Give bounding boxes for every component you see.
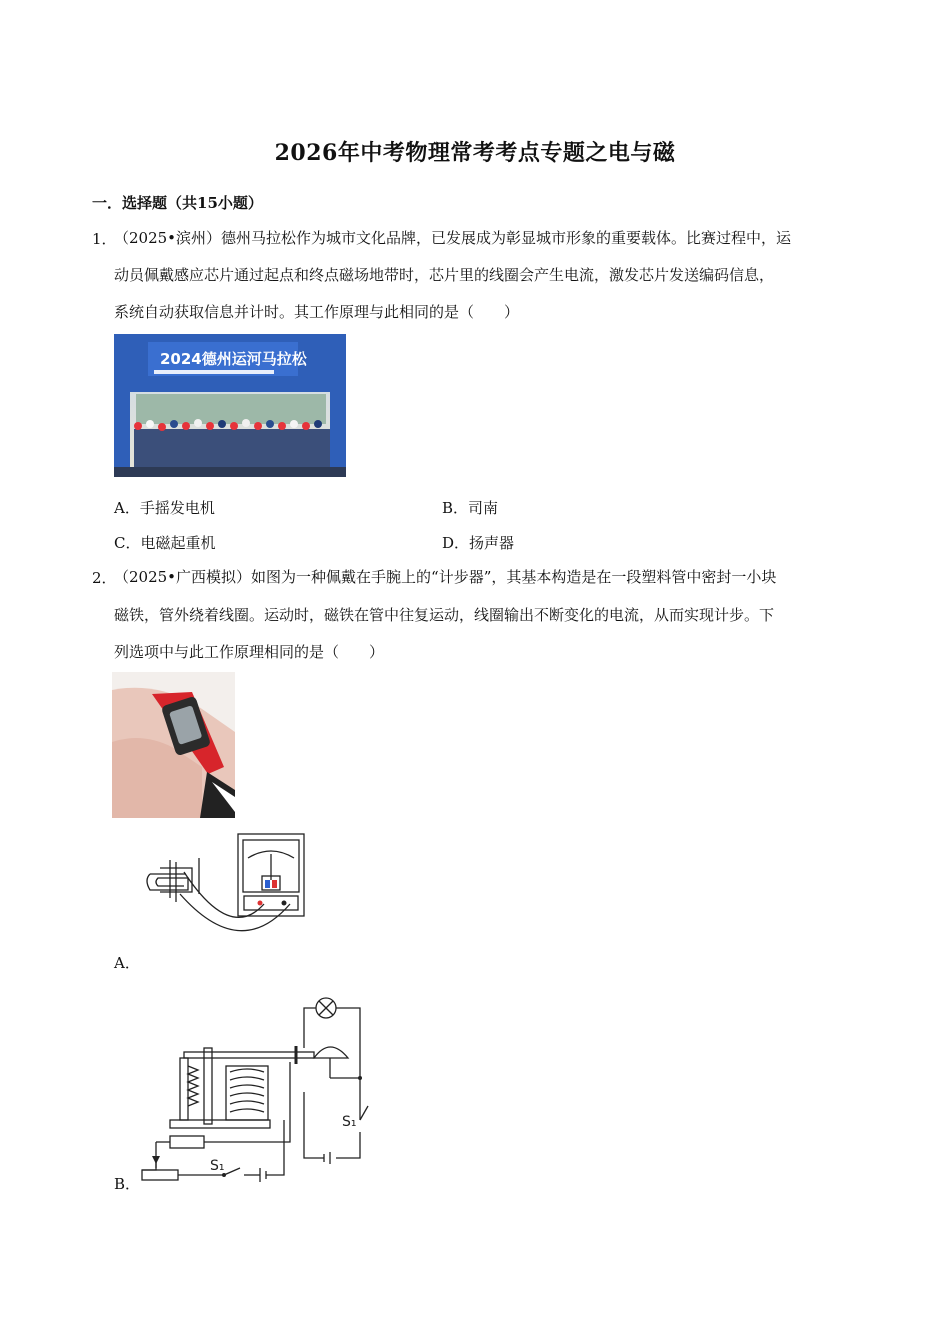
question-2-option-b[interactable]: B． xyxy=(114,1175,141,1193)
diagram-b-switch-label-2: S₁ xyxy=(342,1114,357,1130)
diagram-b-switch-label-1: S₁ xyxy=(210,1158,225,1174)
question-2-option-a[interactable]: A． xyxy=(114,954,140,972)
page-title: 2026年中考物理常考考点专题之电与磁 xyxy=(274,140,676,166)
marathon-photo xyxy=(114,334,346,477)
diagram-a-galvanometer xyxy=(140,832,308,954)
question-1-line-3: 系统自动获取信息并计时。其工作原理与此相同的是（ ） xyxy=(114,303,520,321)
diagram-b-relay-circuit xyxy=(140,992,372,1186)
question-1-line-1: （2025•滨州）德州马拉松作为城市文化品牌，已发展成为彰显城市形象的重要载体。比赛过程中，运 xyxy=(114,229,792,247)
question-1-number: 1． xyxy=(92,230,117,248)
question-1-option-a[interactable]: A．手摇发电机 xyxy=(114,499,215,517)
banner-text: 2024德州运河马拉松 xyxy=(160,350,307,368)
section-heading: 一．选择题（共15小题） xyxy=(92,194,263,212)
question-1-option-b[interactable]: B．司南 xyxy=(442,499,499,517)
question-2-line-3: 列选项中与此工作原理相同的是（ ） xyxy=(114,643,385,661)
question-1-option-c[interactable]: C．电磁起重机 xyxy=(114,534,216,552)
question-2-line-1: （2025•广西模拟）如图为一种佩戴在手腕上的“计步器”，其基本构造是在一段塑料管中密封一小块 xyxy=(114,568,777,586)
question-1-option-d[interactable]: D．扬声器 xyxy=(442,534,515,552)
question-2-number: 2． xyxy=(92,569,117,587)
question-1-line-2: 动员佩戴感应芯片通过起点和终点磁场地带时，芯片里的线圈会产生电流，激发芯片发送编码信息， xyxy=(114,266,775,284)
question-2-line-2: 磁铁，管外绕着线圈。运动时，磁铁在管中往复运动，线圈输出不断变化的电流，从而实现计步。下 xyxy=(114,606,775,624)
pedometer-wrist-photo xyxy=(112,672,235,818)
